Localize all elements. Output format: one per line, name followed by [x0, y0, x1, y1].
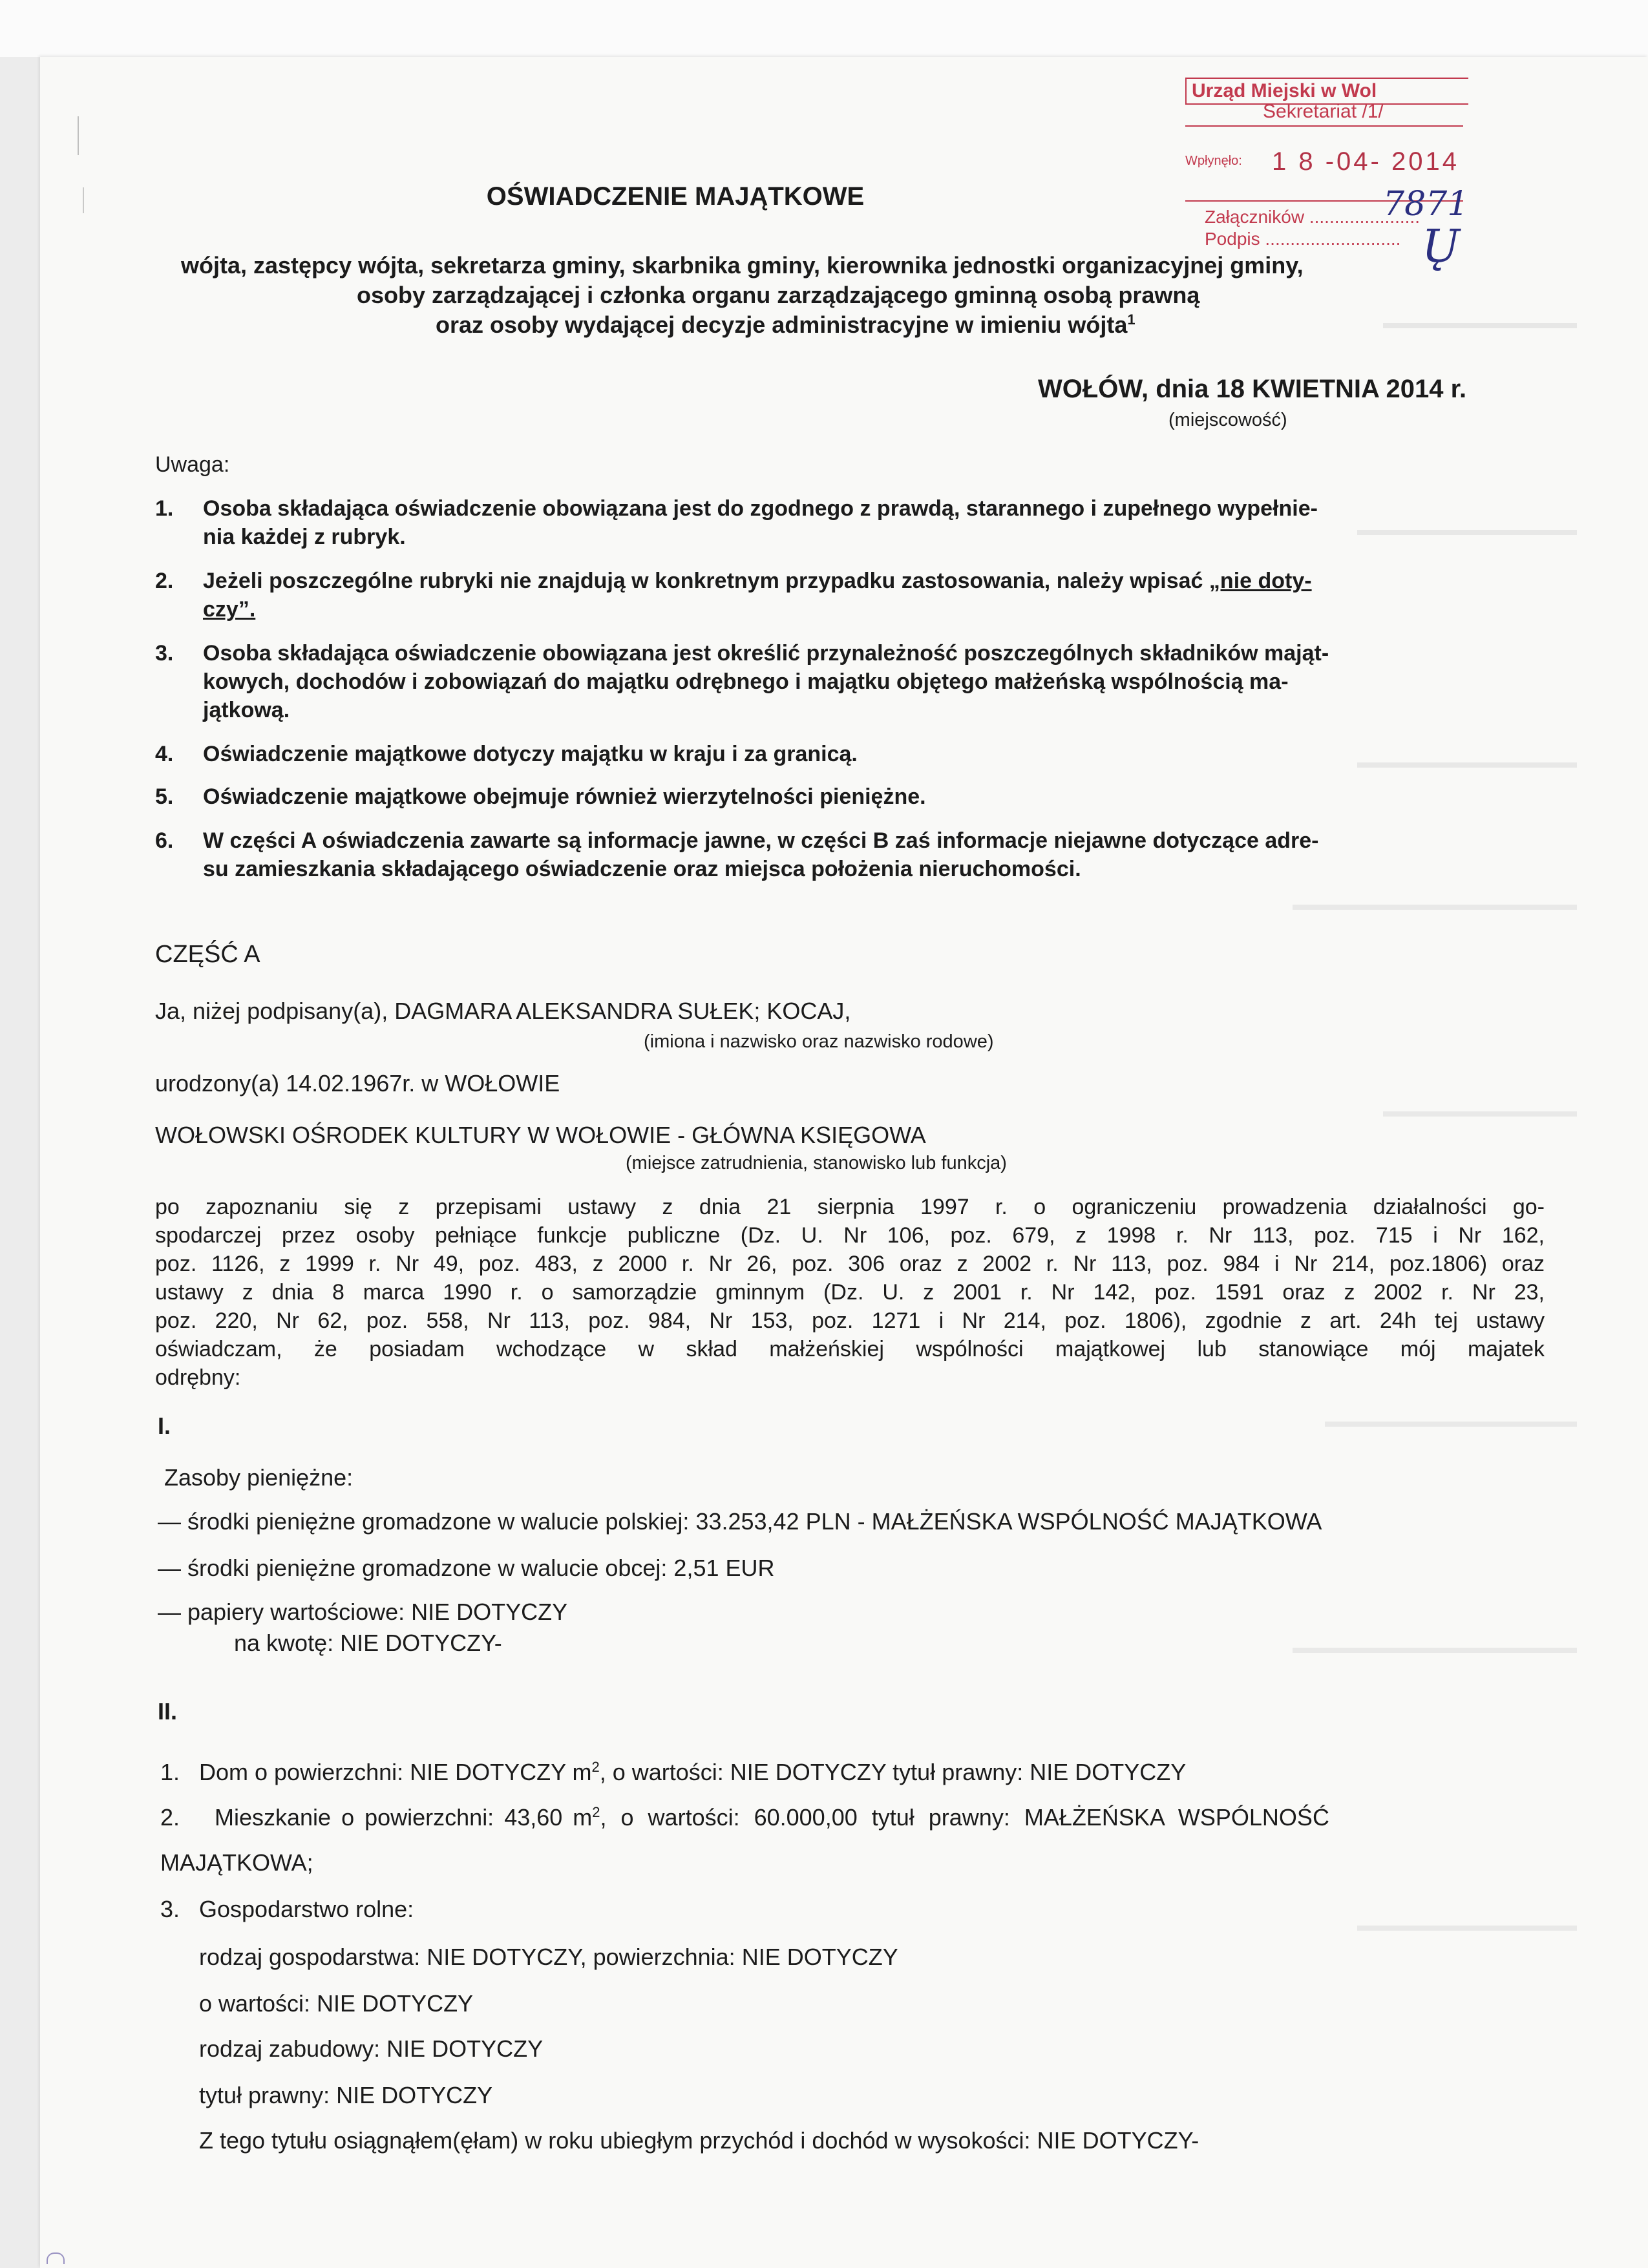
- statement-line: ustawy z dnia 8 marca 1990 r. o samorządzie gminnym (Dz. U. z 2001 r. Nr 142, poz. 1591 oraz z 2002 r. Nr 23,: [155, 1280, 1545, 1305]
- stamp-received-label: Wpłynęło:: [1185, 154, 1242, 168]
- name-caption: (imiona i nazwisko oraz nazwisko rodowe): [644, 1031, 994, 1052]
- farm-type: rodzaj gospodarstwa: NIE DOTYCZY, powierzchnia: NIE DOTYCZY: [199, 1944, 898, 1970]
- flat-number: 2.: [160, 1804, 180, 1831]
- note-text: Osoba składająca oświadczenie obowiązana jest do zgodnego z prawdą, starannego i zupełnego wypełnie-: [203, 496, 1318, 521]
- house-details: [199, 1759, 1186, 1786]
- stamp-attachments: Załączników ......................: [1205, 207, 1420, 227]
- statement-line: po zapoznaniu się z przepisami ustawy z dnia 21 sierpnia 1997 r. o ograniczeniu prowadzenia działalności go-: [155, 1195, 1545, 1219]
- statement-line: poz. 220, Nr 62, poz. 558, Nr 113, poz. 984, Nr 153, poz. 1271 i Nr 214, poz. 1806), zgodnie z art. 24h tej ustawy: [155, 1308, 1545, 1333]
- statement-line: spodarczej przez osoby pełniące funkcje publiczne (Dz. U. Nr 106, poz. 679, z 1998 r. Nr 113, poz. 715 i Nr 162,: [155, 1223, 1545, 1248]
- statement-line: odrębny:: [155, 1365, 241, 1390]
- subtitle-line-3: [436, 311, 1136, 339]
- house-number: 1.: [160, 1759, 180, 1785]
- note-number: 1.: [155, 496, 174, 521]
- section-2-numeral: II.: [158, 1698, 178, 1725]
- note-text: su zamieszkania składającego oświadczenie oraz miejsca położenia nieruchomości.: [203, 857, 1081, 881]
- section-1-heading: Zasoby pieniężne:: [164, 1464, 354, 1491]
- farm-number: 3.: [160, 1896, 180, 1922]
- house-rest: , o wartości: NIE DOTYCZY tytuł prawny: NIE DOTYCZY: [599, 1759, 1187, 1785]
- note-text: Oświadczenie majątkowe dotyczy majątku w kraju i za granicą.: [203, 742, 858, 766]
- part-a-heading: CZĘŚĆ A: [155, 941, 260, 968]
- scan-top-margin: [0, 0, 1648, 57]
- note-quote: „nie doty-: [1209, 569, 1312, 593]
- document-title: OŚWIADCZENIE MAJĄTKOWE: [486, 182, 865, 211]
- stamp-rule: [1185, 125, 1463, 127]
- stamp-dept: Sekretariat /1/: [1263, 101, 1384, 122]
- cash-foreign: — środki pieniężne gromadzone w walucie obcej: 2,51 EUR: [158, 1555, 775, 1581]
- declarant-name: Ja, niżej podpisany(a), DAGMARA ALEKSANDRA SUŁEK; KOCAJ,: [155, 998, 851, 1024]
- place-caption: (miejscowość): [1168, 410, 1287, 430]
- cash-pln: — środki pieniężne gromadzone w walucie polskiej: 33.253,42 PLN - MAŁŻEŃSKA WSPÓLNOŚĆ MAJĄTKOWA: [158, 1508, 1322, 1535]
- stamp-received-date: 1 8 -04- 2014: [1272, 147, 1459, 176]
- note-text: jątkową.: [203, 698, 290, 722]
- note-text: kowych, dochodów i zobowiązań do majątku odrębnego i majątku objętego małżeńską wspólnością ma-: [203, 669, 1289, 694]
- subtitle-line-3-text: oraz osoby wydającej decyzje administracyjne w imieniu wójta: [436, 311, 1128, 338]
- flat-details-cont: MAJĄTKOWA;: [160, 1849, 313, 1876]
- employment-caption: (miejsce zatrudnienia, stanowisko lub funkcja): [626, 1153, 1007, 1173]
- note-number: 4.: [155, 742, 174, 766]
- employment: WOŁOWSKI OŚRODEK KULTURY W WOŁOWIE - GŁÓWNA KSIĘGOWA: [155, 1122, 926, 1148]
- house-unit-sup: 2: [591, 1759, 600, 1775]
- note-number: 2.: [155, 569, 174, 593]
- footnote-mark: 1: [1127, 311, 1136, 328]
- subtitle-line-1: wójta, zastępcy wójta, sekretarza gminy, skarbnika gminy, kierownika jednostki organizacyjnej gminy,: [181, 252, 1304, 278]
- statement-line: oświadczam, że posiadam wchodzące w skład małżeńskiej wspólności majątkowej lub stanowiące mój majatek: [155, 1337, 1545, 1361]
- securities: — papiery wartościowe: NIE DOTYCZY: [158, 1599, 568, 1625]
- birth-info: urodzony(a) 14.02.1967r. w WOŁOWIE: [155, 1070, 560, 1097]
- note-text: [203, 569, 1312, 594]
- note-text-part: Jeżeli poszczególne rubryki nie znajdują w konkretnym przypadku zastosowania, należy wpisać: [203, 569, 1203, 593]
- flat-unit-sup: 2: [592, 1804, 600, 1820]
- section-1-numeral: I.: [158, 1412, 171, 1439]
- stamp-office: Urząd Miejski w Wol: [1185, 78, 1468, 105]
- note-text: W części A oświadczenia zawarte są informacje jawne, w części B zaś informacje niejawne dotyczące adre-: [203, 828, 1319, 853]
- subtitle-line-2: osoby zarządzającej i członka organu zarządzającego gminną osobą prawną: [357, 282, 1200, 308]
- statement-line: poz. 1126, z 1999 r. Nr 49, poz. 483, z 2000 r. Nr 26, poz. 306 oraz z 2002 r. Nr 113, poz. 984 i Nr 214, poz.1806) oraz: [155, 1252, 1545, 1276]
- note-text: nia każdej z rubryk.: [203, 525, 406, 549]
- farm-label: Gospodarstwo rolne:: [199, 1896, 414, 1922]
- stamp-signature: Podpis ...........................: [1205, 229, 1401, 249]
- place-date: WOŁÓW, dnia 18 KWIETNIA 2014 r.: [1038, 375, 1467, 403]
- notes-heading: Uwaga:: [155, 452, 230, 477]
- farm-value: o wartości: NIE DOTYCZY: [199, 1990, 474, 2017]
- note-number: 5.: [155, 784, 174, 809]
- scan-mark: [78, 116, 85, 155]
- farm-income: Z tego tytułu osiągnąłem(ęłam) w roku ubiegłym przychód i dochód w wysokości: NIE DOTYCZY-: [199, 2127, 1199, 2154]
- scan-mark: [47, 2252, 65, 2264]
- note-text: Oświadczenie majątkowe obejmuje również wierzytelności pieniężne.: [203, 784, 926, 809]
- note-text: czy”.: [203, 597, 256, 622]
- securities-amount: na kwotę: NIE DOTYCZY-: [234, 1630, 502, 1656]
- house-text: Dom o powierzchni: NIE DOTYCZY m: [199, 1759, 592, 1785]
- handwritten-number: 7871: [1383, 185, 1469, 224]
- note-number: 6.: [155, 828, 174, 853]
- flat-details: [215, 1804, 1547, 1831]
- flat-text: Mieszkanie o powierzchni: 43,60 m: [215, 1804, 593, 1831]
- note-text: Osoba składająca oświadczenie obowiązana jest określić przynależność poszczególnych składników mająt-: [203, 641, 1329, 666]
- handwritten-initials: Ų: [1422, 220, 1460, 273]
- flat-rest: , o wartości: 60.000,00 tytuł prawny: MAŁŻEŃSKA WSPÓLNOŚĆ: [600, 1804, 1329, 1831]
- note-number: 3.: [155, 641, 174, 666]
- farm-buildings: rodzaj zabudowy: NIE DOTYCZY: [199, 2035, 544, 2062]
- farm-title: tytuł prawny: NIE DOTYCZY: [199, 2082, 493, 2108]
